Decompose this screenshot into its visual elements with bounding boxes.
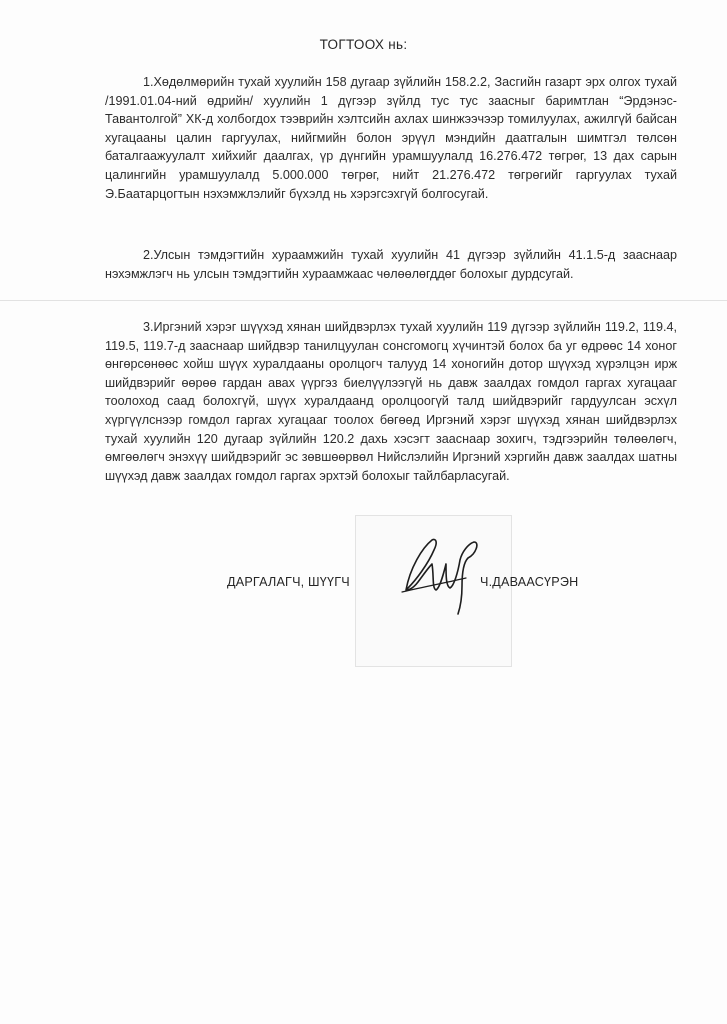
scan-artifact-line — [0, 300, 727, 301]
resolution-paragraph-2: 2.Улсын тэмдэгтийн хураамжийн тухай хуулийн 41 дүгээр зүйлийн 41.1.5-д зааснаар нэхэмжлэгч нь улсын тэмдэгтийн хураамжаас чөлөөлөгддөг болохыг дурдсугай. — [105, 248, 677, 281]
handwritten-signature — [388, 528, 488, 618]
signatory-name: Ч.ДАВААСҮРЭН — [480, 575, 579, 589]
document-heading: ТОГТООХ нь: — [319, 37, 408, 52]
signatory-role: ДАРГАЛАГЧ, ШҮҮГЧ — [227, 575, 350, 589]
resolution-paragraph-1: 1.Хөдөлмөрийн тухай хуулийн 158 дугаар зүйлийн 158.2.2, Засгийн газарт эрх олгох тухай /1991.01.04-ний өдрийн/ хуулийн 1 дүгээр зүйлд тус тус заасныг баримтлан “Эрдэнэс-Тавантолгой” ХК-д холбогдох тээврийн хэлтсийн ахлах шинжээчээр томилуулах, ажилгүй байсан хугацааны цалин гаргуулах, нийгмийн болон эрүүл мэндийн даатгалын шимтгэл төлсөн баталгаажуулалт хийхийг даалгах, үр дүнгийн урамшуулалд 16.276.472 төгрөг, 13 дах сарын цалингийн урамшуулалд 5.000.000 төгрөг, нийт 21.276.472 төгрөгийг гаргуулах тухай Э.Баатарцогтын нэхэмжлэлийг бүхэлд нь хэрэгсэхгүй болгосугай. — [105, 75, 677, 201]
resolution-paragraph-3: 3.Иргэний хэрэг шүүхэд хянан шийдвэрлэх тухай хуулийн 119 дүгээр зүйлийн 119.2, 119.4, 119.5, 119.7-д зааснаар шийдвэр танилцуулан сонсгомогц хүчинтэй болох ба уг өдрөөс 14 хоног өнгөрсөнөөс хойш шүүх хуралдааны оролцогч талууд 14 хоногийн дотор шүүхэд хүрэлцэн ирж шийдвэрийг өөрөө гардан авах үүргэз биелүүлээгүй нь давж заалдах гомдол гаргах хугацааг тоолоход саад болохгүй, шүүх хуралдаанд оролцоогүй талд шийдвэрийг гардуулсан эсхүл хүргүүлснээр гомдол гаргах хугацааг тоолох бөгөөд Иргэний хэрэг шүүхэд хянан шийдвэрлэх тухай хуулийн 120 дугаар зүйлийн 120.2 дахь хэсэгт зааснаар зохигч, тэдгээрийн төлөөлөгч, өмгөөлөгч энэхүү шийдвэрийг эс зөвшөөрвөл Нийслэлийн Иргэний хэргийн давж заалдах шатны шүүхэд давж заалдах гомдол гаргах эрхтэй болохыг тайлбарласугай. — [105, 320, 677, 483]
